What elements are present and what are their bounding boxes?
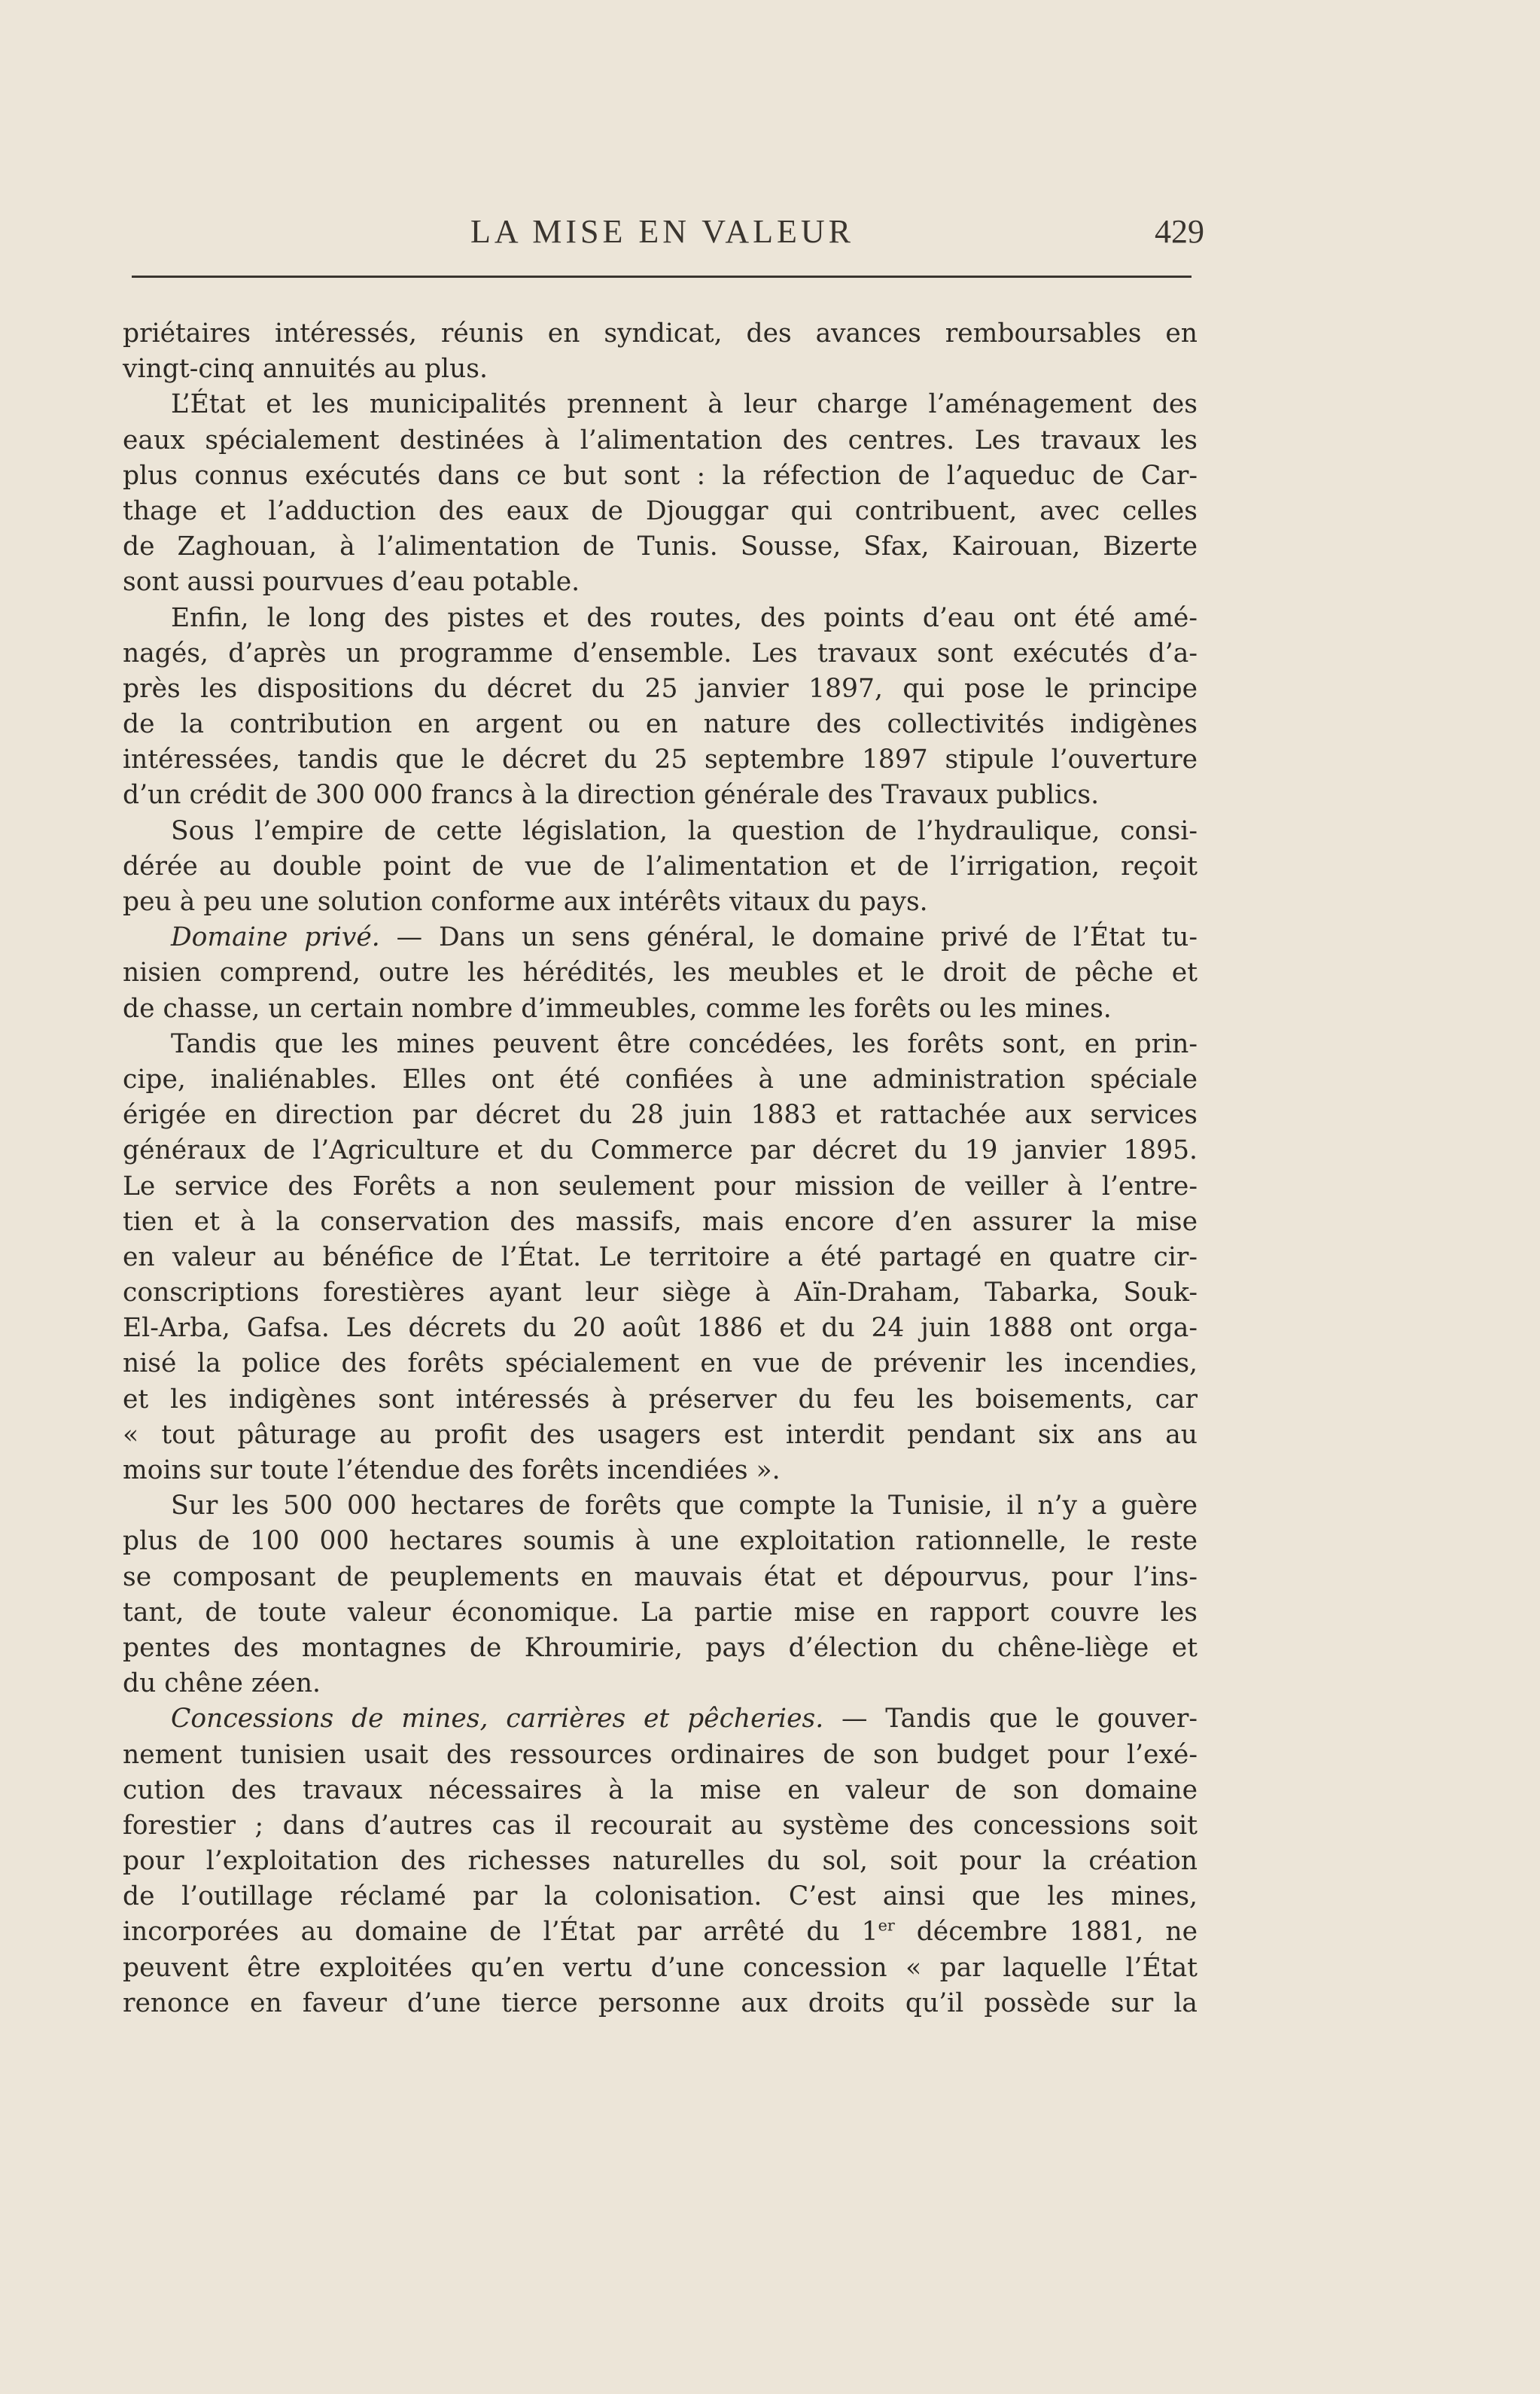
- text-line: forestier ; dans d’autres cas il recourait au système des concessions soit: [123, 1810, 1198, 1841]
- text-line: moins sur toute l’étendue des forêts incendiées ».: [123, 1455, 781, 1485]
- text-line-end: décembre 1881, ne: [894, 1917, 1198, 1948]
- section-heading-domaine-prive: Domaine privé.: [171, 922, 380, 953]
- text-line: peuvent être exploitées qu’en vertu d’une concession « par laquelle l’État: [123, 1952, 1198, 1983]
- text-line: Sous l’empire de cette législation, la question de l’hydraulique, consi-: [171, 815, 1198, 846]
- text-line: [123, 920, 1198, 955]
- text-line: cipe, inaliénables. Elles ont été confiées à une administration spéciale: [123, 1064, 1198, 1095]
- text-line: L’État et les municipalités prennent à leur charge l’aménagement des: [171, 389, 1198, 420]
- page-number: 429: [1155, 213, 1204, 250]
- text-line: nisien comprend, outre les hérédités, les meubles et le droit de pêche et: [123, 958, 1198, 988]
- text-line: tien et à la conservation des massifs, mais encore d’en assurer la mise: [123, 1206, 1198, 1237]
- text-line: nisé la police des forêts spécialement en vue de prévenir les incendies,: [123, 1348, 1198, 1379]
- text-line: pour l’exploitation des richesses naturelles du sol, soit pour la création: [123, 1846, 1198, 1877]
- text-line: se composant de peuplements en mauvais état et dépourvus, pour l’ins-: [123, 1561, 1198, 1592]
- body-text: [123, 316, 1198, 2021]
- text-line: de chasse, un certain nombre d’immeubles, comme les forêts ou les mines.: [123, 993, 1112, 1024]
- text-line-start: incorporées au domaine de l’État par arrêté du: [123, 1917, 862, 1948]
- text-line: plus connus exécutés dans ce but sont : la réfection de l’aqueduc de Car-: [123, 460, 1198, 491]
- text-line: et les indigènes sont intéressés à préserver du feu les boisements, car: [123, 1384, 1198, 1415]
- text-line: peu à peu une solution conforme aux intérêts vitaux du pays.: [123, 887, 928, 917]
- text-line: de Zaghouan, à l’alimentation de Tunis. Sousse, Sfax, Kairouan, Bizerte: [123, 531, 1198, 562]
- text-line: thage et l’adduction des eaux de Djouggar qui contribuent, avec celles: [123, 495, 1198, 526]
- section-heading-concessions: Concessions de mines, carrières et pêcheries.: [171, 1704, 824, 1735]
- text-line: sont aussi pourvues d’eau potable.: [123, 567, 580, 598]
- text-line: dérée au double point de vue de l’alimentation et de l’irrigation, reçoit: [123, 851, 1198, 882]
- ordinal-number: 1: [861, 1917, 878, 1948]
- text-line: d’un crédit de 300 000 francs à la direction générale des Travaux publics.: [123, 780, 1100, 811]
- text-line: renonce en faveur d’une tierce personne aux droits qu’il possède sur la: [123, 1987, 1198, 2018]
- text-line: El-Arba, Gafsa. Les décrets du 20 août 1886 et du 24 juin 1888 ont orga-: [123, 1313, 1198, 1344]
- text-line: du chêne zéen.: [123, 1668, 321, 1699]
- running-title: LA MISE EN VALEUR: [470, 213, 854, 250]
- text-line: intéressées, tandis que le décret du 25 septembre 1897 stipule l’ouverture: [123, 745, 1198, 775]
- text-line-rest: — Dans un sens général, le domaine privé de l’État tu-: [379, 922, 1198, 953]
- ordinal-suffix: er: [878, 1917, 895, 1936]
- text-line: priétaires intéressés, réunis en syndicat, des avances remboursables en: [123, 318, 1198, 349]
- text-line: nement tunisien usait des ressources ordinaires de son budget pour l’exé-: [123, 1739, 1198, 1770]
- text-line: plus de 100 000 hectares soumis à une exploitation rationnelle, le reste: [123, 1526, 1198, 1557]
- text-line: près les dispositions du décret du 25 janvier 1897, qui pose le principe: [123, 673, 1198, 704]
- text-line: [123, 1914, 1198, 1950]
- text-line: Le service des Forêts a non seulement pour mission de veiller à l’entre-: [123, 1171, 1198, 1202]
- running-head: [120, 212, 1204, 257]
- text-line: en valeur au bénéfice de l’État. Le territoire a été partagé en quatre cir-: [123, 1241, 1198, 1272]
- text-line: « tout pâturage au profit des usagers est interdit pendant six ans au: [123, 1419, 1198, 1450]
- text-line-rest: — Tandis que le gouver-: [823, 1704, 1198, 1735]
- text-line: généraux de l’Agriculture et du Commerce par décret du 19 janvier 1895.: [123, 1135, 1198, 1166]
- text-line: Sur les 500 000 hectares de forêts que compte la Tunisie, il n’y a guère: [171, 1491, 1198, 1521]
- text-line: pentes des montagnes de Khroumirie, pays d’élection du chêne-liège et: [123, 1632, 1198, 1663]
- text-line: tant, de toute valeur économique. La partie mise en rapport couvre les: [123, 1597, 1198, 1628]
- text-line: Tandis que les mines peuvent être concédées, les forêts sont, en prin-: [171, 1028, 1198, 1059]
- text-line: érigée en direction par décret du 28 juin 1883 et rattachée aux services: [123, 1100, 1198, 1131]
- text-line: de la contribution en argent ou en nature des collectivités indigènes: [123, 709, 1198, 740]
- text-line: nagés, d’après un programme d’ensemble. Les travaux sont exécutés d’a-: [123, 638, 1198, 669]
- text-line: Enfin, le long des pistes et des routes, des points d’eau ont été amé-: [171, 602, 1198, 633]
- text-line: conscriptions forestières ayant leur siège à Aïn-Draham, Tabarka, Souk-: [123, 1278, 1198, 1308]
- text-line: eaux spécialement destinées à l’alimentation des centres. Les travaux les: [123, 425, 1198, 455]
- header-rule: [132, 276, 1192, 278]
- text-line: [123, 1701, 1198, 1737]
- text-line: de l’outillage réclamé par la colonisation. C’est ainsi que les mines,: [123, 1881, 1198, 1912]
- text-line: vingt-cinq annuités au plus.: [123, 354, 488, 385]
- text-line: cution des travaux nécessaires à la mise en valeur de son domaine: [123, 1774, 1198, 1805]
